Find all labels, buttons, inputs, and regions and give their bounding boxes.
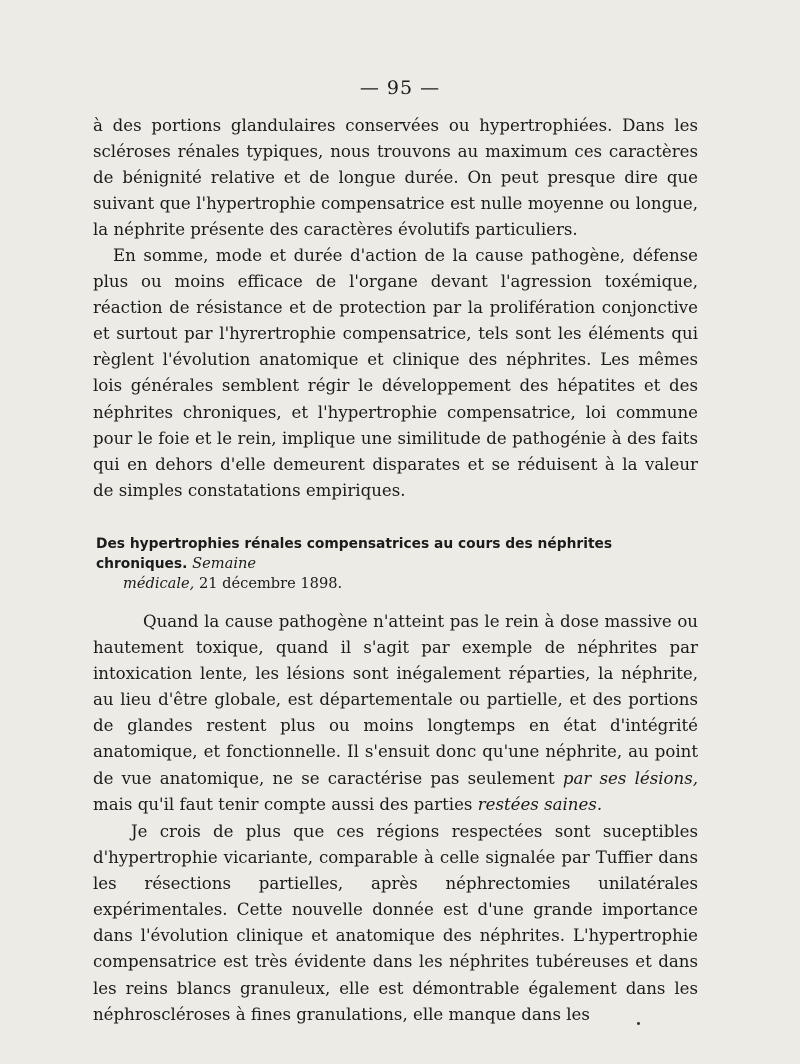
journal-name-part2: médicale,: [123, 575, 195, 592]
paragraph-text-before: Quand la cause pathogène n'atteint pas le rein à dose massive ou hautement toxique, quand il s'agit par exemple de néphrites par intoxication lente, les lésions sont inégalement réparties, la néphrite, au lieu d'être globale, est départementale ou partielle, et des portions de glandes restent plus ou moins longtemps en état d'intégrité anatomique, et fonctionnelle. Il s'ensuit donc qu'une néphrite, au point de vue anatomique, ne se caractérise pas seulement: [93, 612, 698, 788]
section-heading: [96, 534, 700, 594]
page-number: — 95 —: [359, 77, 441, 99]
section-title: Des hypertrophies rénales compensatrices au cours des néphrites chroniques.: [96, 536, 613, 572]
italic-phrase-lesions: par ses lésions,: [562, 768, 698, 788]
citation-date: 21 décembre 1898.: [198, 575, 343, 592]
citation-line: [96, 574, 700, 594]
paragraph-body-2: Je crois de plus que ces régions respectées sont suceptibles d'hypertrophie vicariante, comparable à celle signalée par Tuffier dans les résections partielles, après néphrectomies unilatérales expérimentales. Cette nouvelle donnée est d'une grande importance dans l'évolution clinique et anatomique des néphrites. L'hypertrophie compensatrice est très évidente dans les néphrites tubéreuses et dans les reins blancs granuleux, elle est démontrable également dans les néphroscléroses à fines granulations, elle manque dans les: [93, 822, 698, 1024]
paragraph-continuation: à des portions glandulaires conservées ou hypertrophiées. Dans les scléroses rénales typiques, nous trouvons au maximum ces caractères de bénignité relative et de longue durée. On peut presque dire que suivant que l'hypertrophie compensatrice est nulle moyenne ou longue, la néphrite présente des caractères évolutifs particuliers.: [93, 116, 698, 240]
paragraph-summary: En somme, mode et durée d'action de la cause pathogène, défense plus ou moins efficace de l'organe devant l'agression toxémique, réaction de résistance et de protection par la prolifération conjonctive et surtout par l'hyrertrophie compensatrice, tels sont les éléments qui règlent l'évolution anatomique et clinique des néphrites. Les mêmes lois générales semblent régir le développement des hépatites et des néphrites chroniques, et l'hypertrophie compensatrice, loi commune pour le foie et le rein, implique une similitude de pathogénie à des faits qui en dehors d'elle demeurent disparates et se réduisent à la valeur de simples constatations empiriques.: [93, 246, 698, 500]
paper-speck: [637, 1022, 640, 1025]
italic-phrase-saines: restées saines.: [477, 794, 603, 814]
journal-name-part1: Semaine: [192, 555, 257, 572]
paragraph-text-middle: mais qu'il faut tenir compte aussi des parties: [93, 794, 473, 814]
paragraph-body-1: [93, 609, 698, 818]
